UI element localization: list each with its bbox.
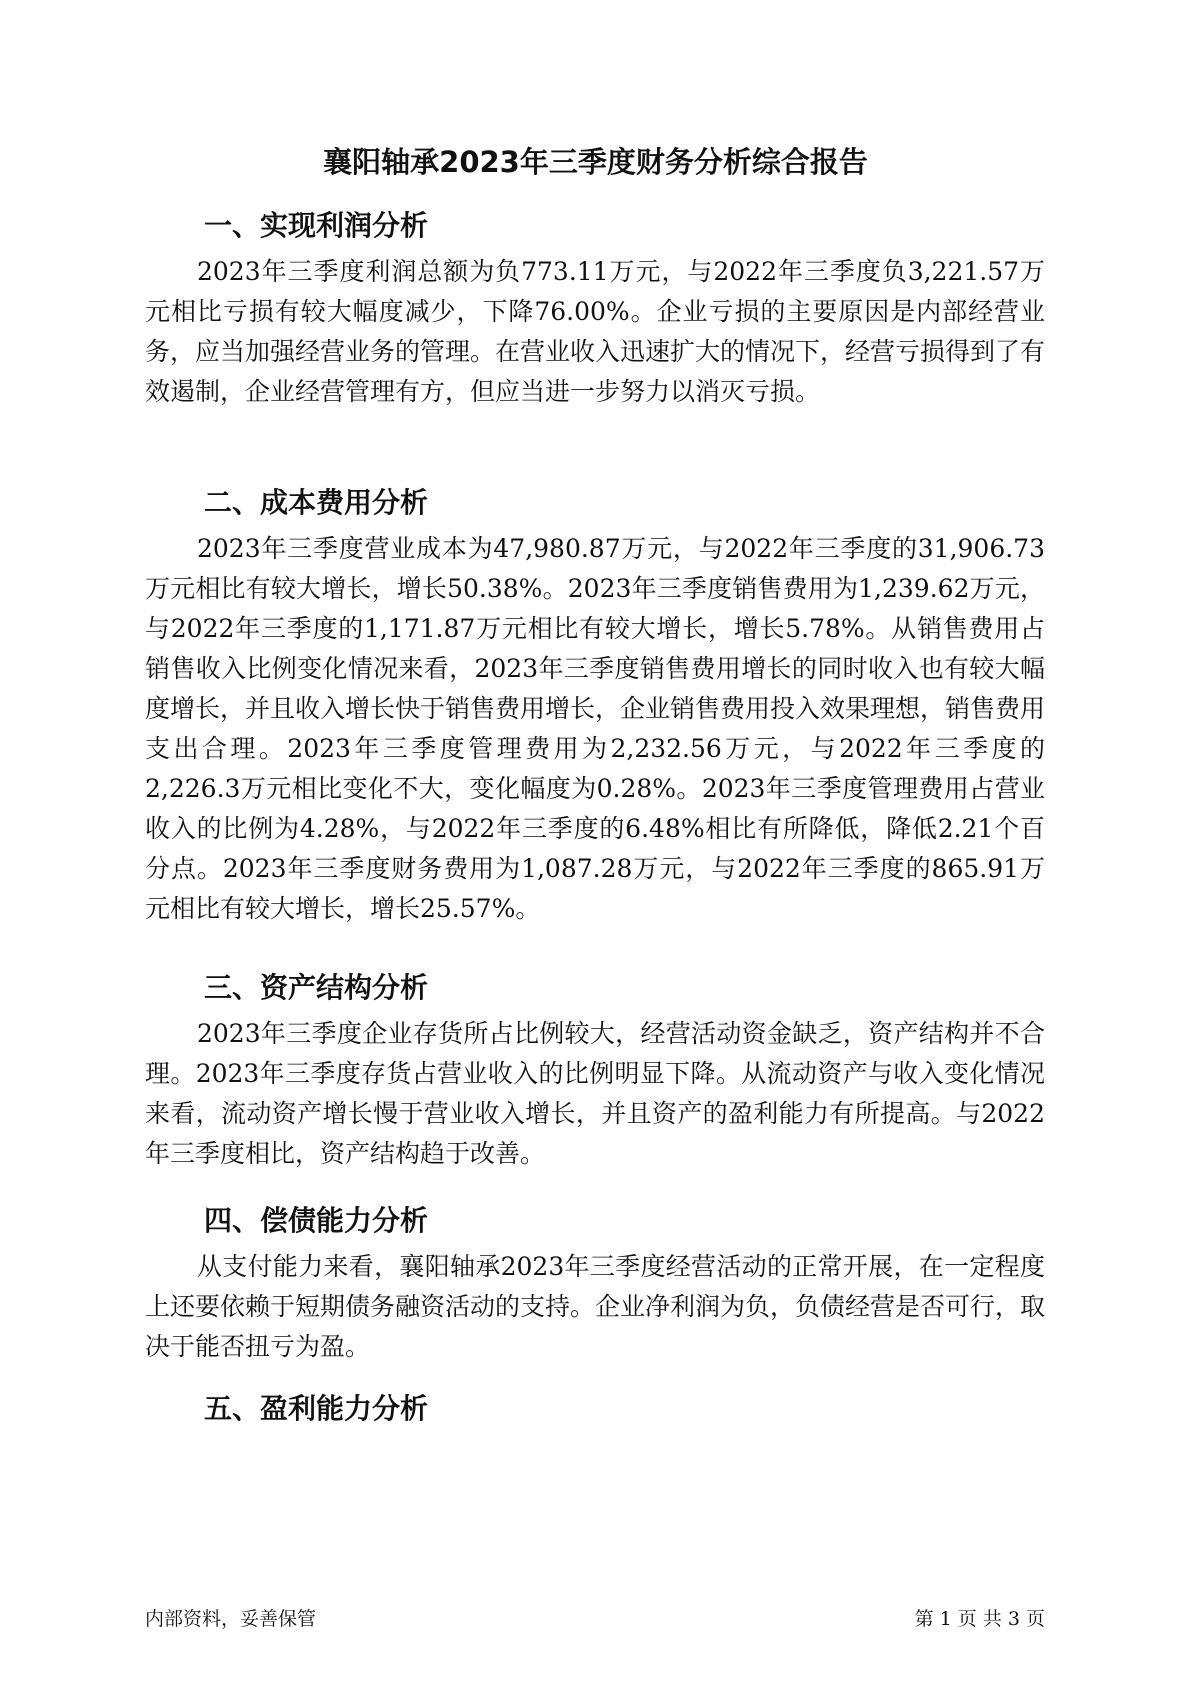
document-title: 襄阳轴承2023年三季度财务分析综合报告	[323, 145, 868, 179]
section-profit-analysis	[145, 206, 1045, 412]
section-solvency-analysis	[145, 1201, 1045, 1367]
footer-page-number: 第 1 页 共 3 页	[914, 1608, 1045, 1630]
section-paragraph: 2023年三季度营业成本为47,980.87万元，与2022年三季度的31,906.73万元相比有较大增长，增长50.38%。2023年三季度销售费用为1,239.62万元，与2022年三季度的1,171.87万元相比有较大增长，增长5.78%。从销售费用占销售收入比例变化情况来看，2023年三季度销售费用增长的同时收入也有较大幅度增长，并且收入增长快于销售费用增长，企业销售费用投入效果理想，销售费用支出合理。2023年三季度管理费用为2,232.56万元，与2022年三季度的2,226.3万元相比变化不大，变化幅度为0.28%。2023年三季度管理费用占营业收入的比例为4.28%，与2022年三季度的6.48%相比有所降低，降低2.21个百分点。2023年三季度财务费用为1,087.28万元，与2022年三季度的865.91万元相比有较大增长，增长25.57%。	[145, 534, 1046, 923]
footer-confidential-note: 内部资料，妥善保管	[145, 1608, 317, 1630]
section-paragraph: 从支付能力来看，襄阳轴承2023年三季度经营活动的正常开展，在一定程度上还要依赖于短期债务融资活动的支持。企业净利润为负，负债经营是否可行，取决于能否扭亏为盈。	[145, 1252, 1046, 1361]
section-heading: 四、偿债能力分析	[204, 1204, 429, 1237]
section-heading: 三、资产结构分析	[204, 971, 429, 1004]
section-paragraph: 2023年三季度利润总额为负773.11万元，与2022年三季度负3,221.57万元相比亏损有较大幅度减少，下降76.00%。企业亏损的主要原因是内部经营业务，应当加强经营业务的管理。在营业收入迅速扩大的情况下，经营亏损得到了有效遏制，企业经营管理有方，但应当进一步努力以消灭亏损。	[145, 257, 1046, 406]
page-footer	[145, 1604, 1045, 1634]
section-profitability-analysis	[145, 1389, 1045, 1435]
section-heading: 五、盈利能力分析	[204, 1392, 429, 1425]
section-cost-expense-analysis	[145, 483, 1045, 929]
section-heading: 二、成本费用分析	[204, 486, 429, 519]
section-heading: 一、实现利润分析	[204, 209, 429, 242]
section-paragraph: 2023年三季度企业存货所占比例较大，经营活动资金缺乏，资产结构并不合理。2023年三季度存货占营业收入的比例明显下降。从流动资产与收入变化情况来看，流动资产增长慢于营业收入增长，并且资产的盈利能力有所提高。与2022年三季度相比，资产结构趋于改善。	[145, 1019, 1045, 1168]
section-asset-structure-analysis	[145, 968, 1045, 1174]
